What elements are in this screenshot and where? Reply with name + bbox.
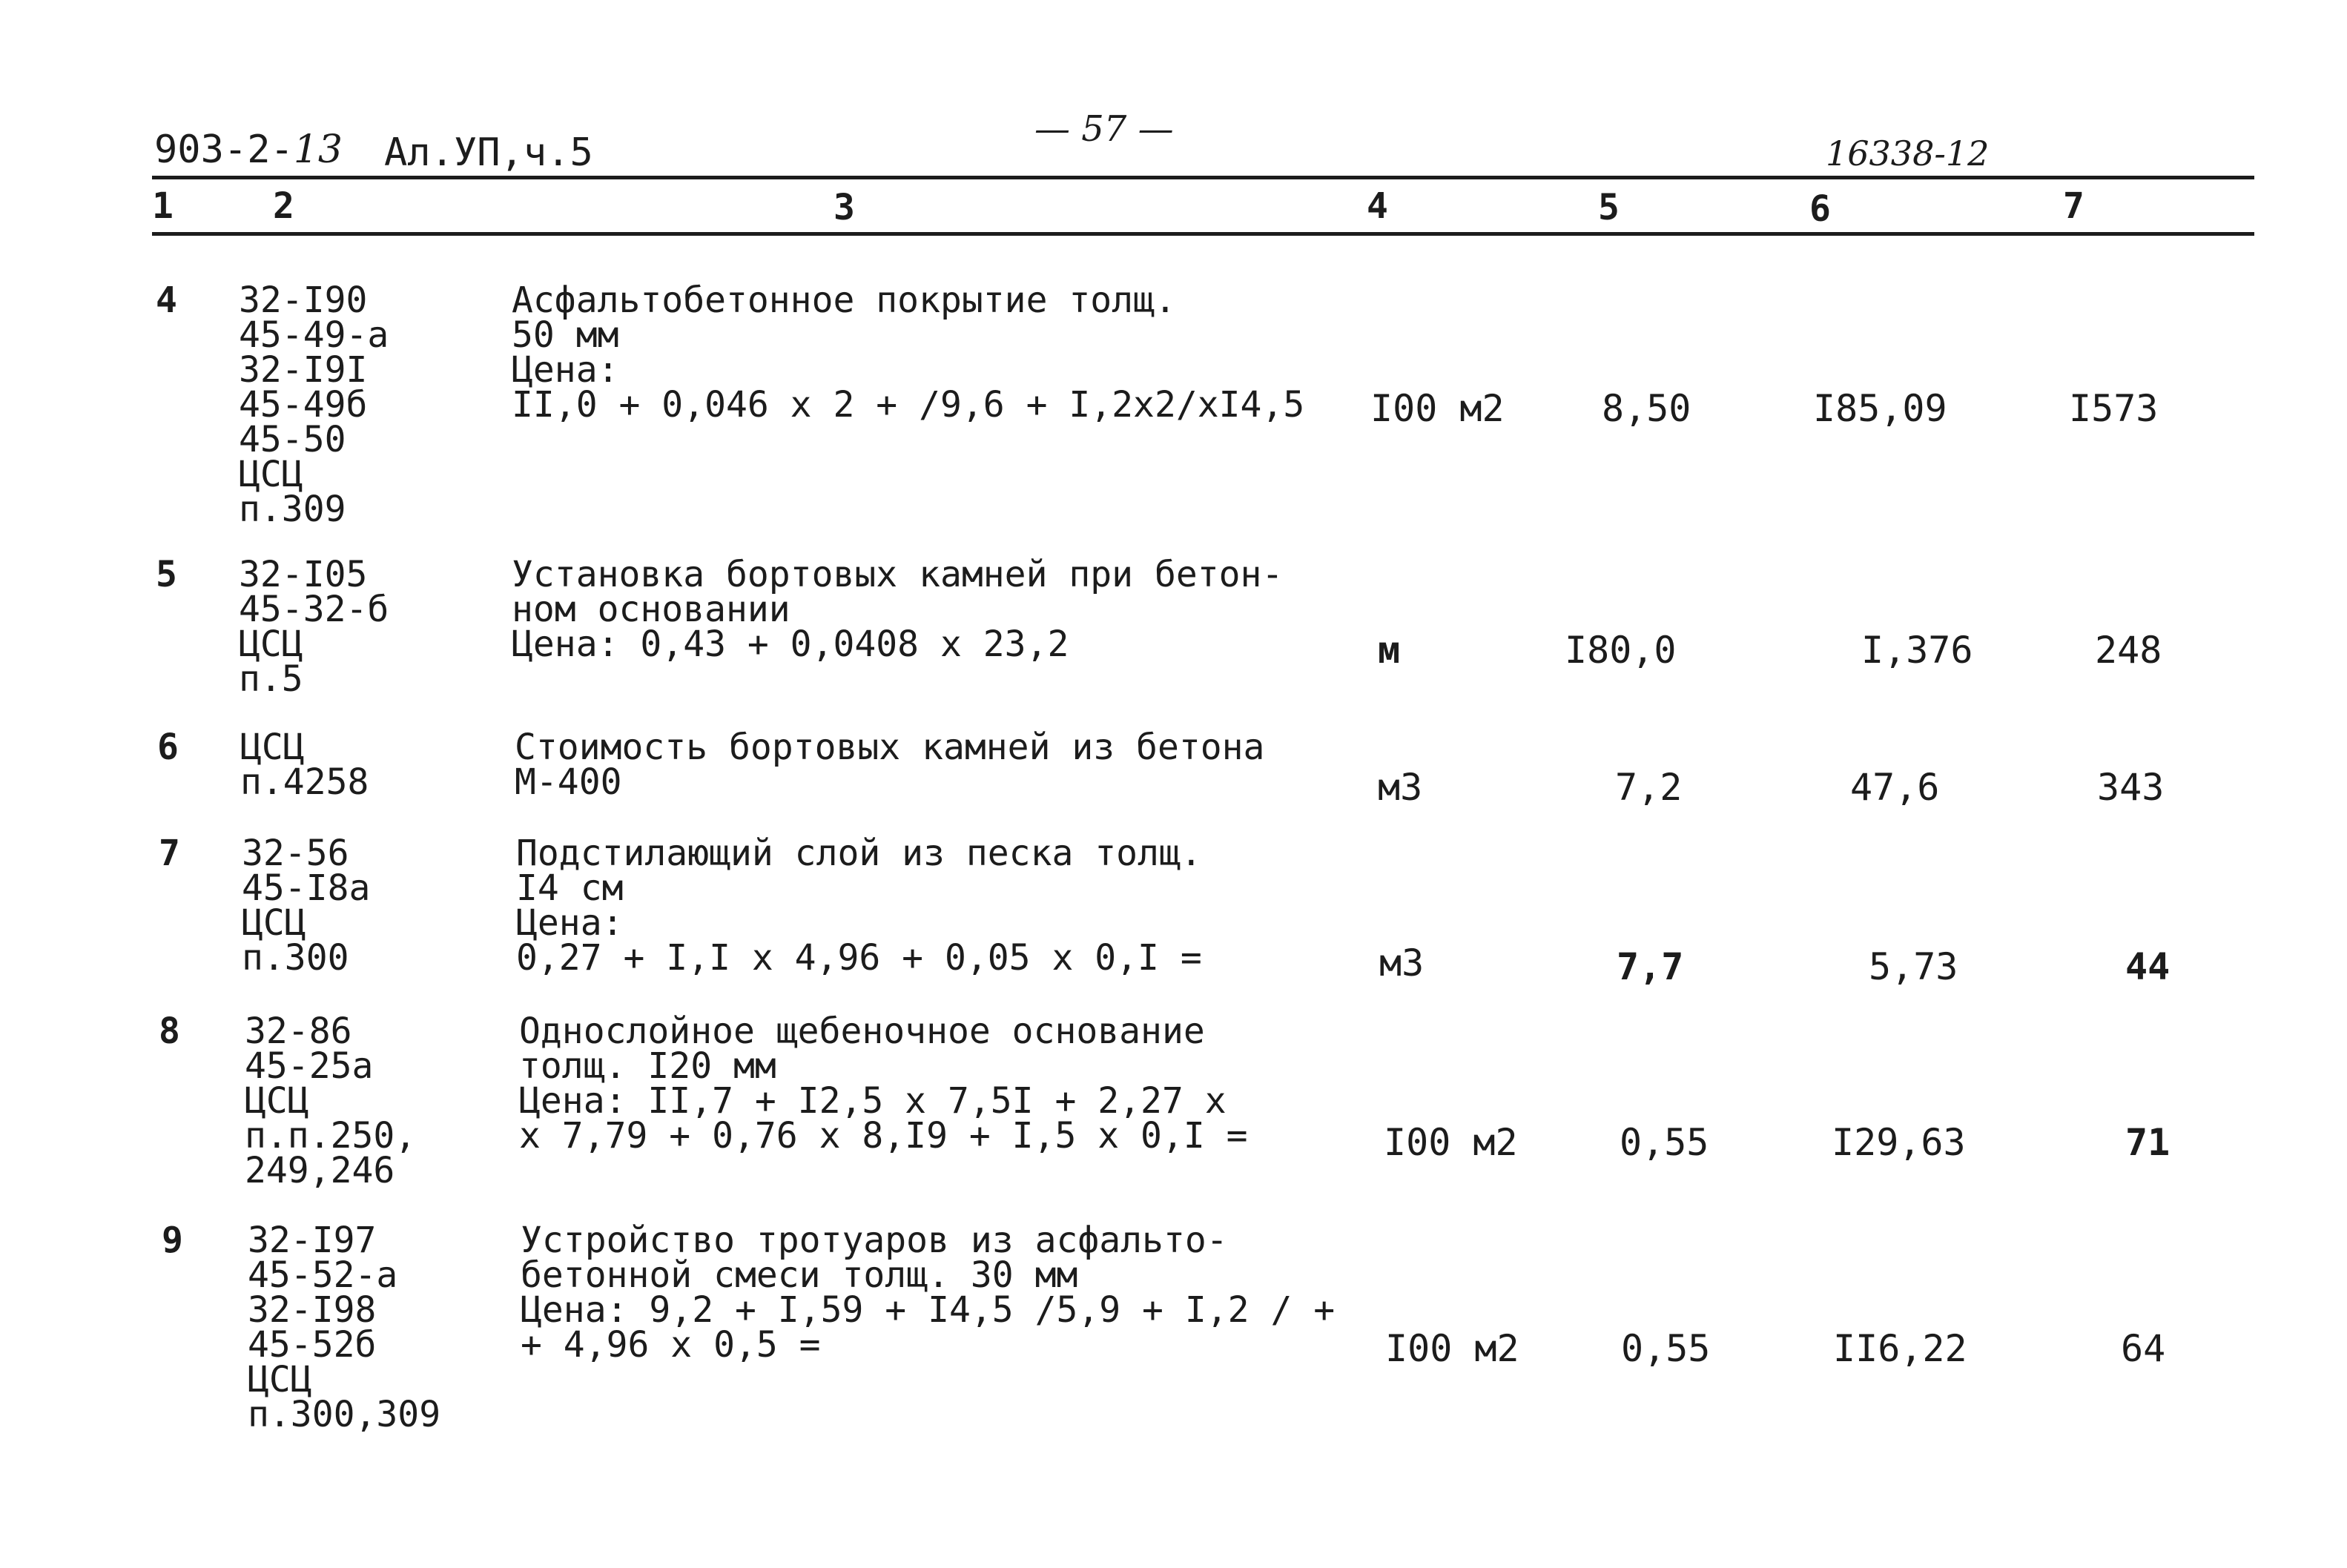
column-number-1: 1 — [152, 185, 174, 227]
row-quantity: 7,7 — [1617, 945, 1684, 988]
row-unit: м3 — [1378, 766, 1423, 809]
row-refs: 32-I90 45-49-а 32-I9I 45-49б 45-50 ЦСЦ п.309 — [239, 279, 389, 530]
page-number: — 57 — — [1034, 108, 1174, 150]
column-number-4: 4 — [1367, 185, 1388, 227]
document-code: 903-2-13 — [154, 128, 343, 172]
header-top-rule — [152, 176, 2254, 179]
row-number: 5 — [156, 554, 177, 595]
column-number-7: 7 — [2063, 185, 2084, 227]
inventory-number: 16338-12 — [1826, 133, 1990, 173]
row-quantity: I80,0 — [1565, 629, 1677, 672]
column-number-5: 5 — [1598, 187, 1620, 228]
row-number: 4 — [156, 279, 177, 321]
row-refs: 32-86 45-25а ЦСЦ п.п.250, 249,246 — [245, 1010, 417, 1191]
row-price: II6,22 — [1833, 1327, 1967, 1370]
header-bottom-rule — [152, 232, 2254, 236]
row-cost: 343 — [2097, 766, 2165, 809]
row-quantity: 8,50 — [1602, 387, 1691, 430]
row-price: I85,09 — [1813, 387, 1947, 430]
row-description: Подстилающий слой из песка толщ. I4 см Цена: 0,27 + I,I x 4,96 + 0,05 x 0,I = — [516, 833, 1202, 979]
row-quantity: 0,55 — [1620, 1121, 1709, 1164]
row-description: Стоимость бортовых камней из бетона М-400 — [515, 727, 1265, 803]
row-unit: м — [1378, 629, 1401, 672]
row-price: 5,73 — [1869, 945, 1958, 988]
row-unit: м3 — [1379, 942, 1425, 985]
row-unit: I00 м2 — [1384, 1121, 1518, 1164]
row-cost: 64 — [2121, 1327, 2166, 1370]
row-description: Установка бортовых камней при бетон- ном основании Цена: 0,43 + 0,0408 x 23,2 — [512, 554, 1284, 665]
row-number: 8 — [159, 1010, 180, 1052]
row-refs: 32-I05 45-32-б ЦСЦ п.5 — [239, 554, 389, 700]
row-refs: 32-I97 45-52-а 32-I98 45-52б ЦСЦ п.300,309 — [248, 1220, 441, 1435]
row-cost: 248 — [2095, 629, 2162, 672]
row-price: I29,63 — [1832, 1121, 1966, 1164]
column-number-6: 6 — [1809, 188, 1831, 230]
row-number: 7 — [159, 833, 180, 874]
row-number: 6 — [157, 727, 179, 768]
album-reference: Ал.УП,ч.5 — [384, 130, 593, 175]
row-cost: I573 — [2069, 387, 2159, 430]
row-refs: 32-56 45-I8а ЦСЦ п.300 — [242, 833, 371, 979]
row-unit: I00 м2 — [1385, 1327, 1519, 1370]
row-quantity: 0,55 — [1621, 1327, 1711, 1370]
row-description: Устройство тротуаров из асфальто- бетонной смеси толщ. 30 мм Цена: 9,2 + I,59 + I4,5 /5,9 + I,2 / + + 4,96 x 0,5 = — [521, 1220, 1336, 1366]
row-description: Однослойное щебеночное основание толщ. I20 мм Цена: II,7 + I2,5 x 7,5I + 2,27 x x 7,79 + 0,76 x 8,I9 + I,5 x 0,I = — [519, 1010, 1248, 1157]
row-unit: I00 м2 — [1370, 387, 1505, 430]
row-price: I,376 — [1861, 629, 1973, 672]
row-description: Асфальтобетонное покрытие толщ. 50 мм Цена: II,0 + 0,046 x 2 + /9,6 + I,2x2/xI4,5 — [512, 279, 1305, 426]
column-number-3: 3 — [834, 187, 855, 228]
column-number-2: 2 — [273, 185, 294, 227]
row-price: 47,6 — [1850, 766, 1940, 809]
row-refs: ЦСЦ п.4258 — [240, 727, 369, 803]
row-quantity: 7,2 — [1615, 766, 1683, 809]
row-number: 9 — [162, 1220, 183, 1261]
row-cost: 71 — [2125, 1121, 2171, 1164]
row-cost: 44 — [2125, 945, 2171, 988]
